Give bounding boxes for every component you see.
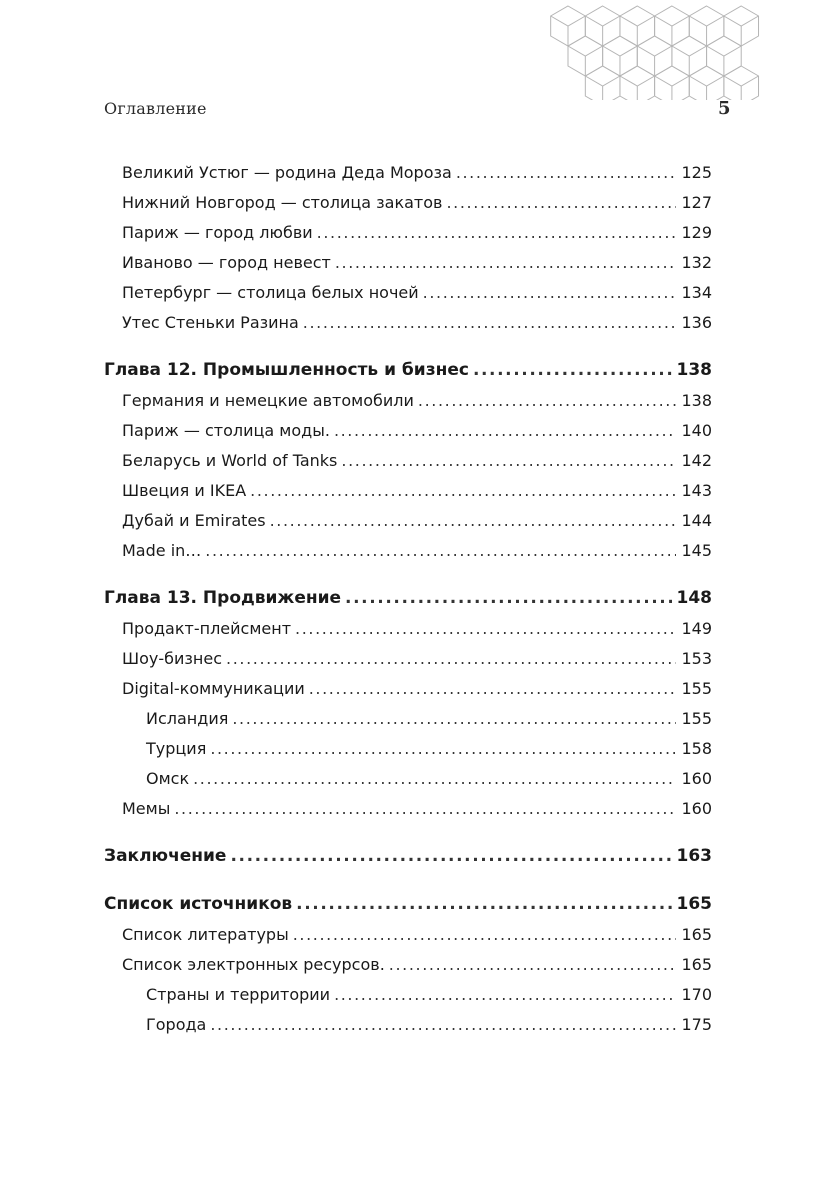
toc-item[interactable] (104, 794, 712, 824)
toc-page-number: 144 (681, 511, 712, 530)
toc-page-number: 155 (681, 679, 712, 698)
toc-page-number: 158 (681, 739, 712, 758)
toc-page-number: 138 (676, 360, 712, 380)
cube-edge (724, 16, 759, 26)
toc-dot-leader (193, 764, 676, 794)
toc-page-number: 140 (681, 421, 712, 440)
toc-title: Продакт-плейсмент (122, 619, 292, 638)
toc-dot-leader (210, 734, 676, 764)
toc-item[interactable] (104, 734, 712, 764)
isometric-cube-pattern (548, 0, 817, 100)
toc-chapter[interactable] (104, 354, 712, 386)
toc-item[interactable] (104, 644, 712, 674)
toc-title: Петербург — столица белых ночей (122, 283, 419, 302)
cube-edge (724, 76, 759, 86)
cube-edge (689, 76, 724, 86)
toc-dot-leader (270, 506, 677, 536)
toc-item[interactable] (104, 308, 712, 338)
toc-page-number: 153 (681, 649, 712, 668)
toc-dot-leader (230, 840, 671, 872)
toc-page-number: 155 (681, 709, 712, 728)
toc-title: Париж — город любви (122, 223, 313, 242)
toc-title: Список электронных ресурсов. (122, 955, 385, 974)
toc-title: Великий Устюг — родина Деда Мороза (122, 163, 452, 182)
toc-page-number: 175 (681, 1015, 712, 1034)
toc-dot-leader (423, 278, 677, 308)
toc-page-number: 145 (681, 541, 712, 560)
toc-page-number: 138 (681, 391, 712, 410)
toc-chapter[interactable] (104, 582, 712, 614)
toc-dot-leader (446, 188, 676, 218)
toc-page-number: 142 (681, 451, 712, 470)
toc-item[interactable] (104, 278, 712, 308)
toc-item[interactable] (104, 614, 712, 644)
toc-dot-leader (174, 794, 676, 824)
cube-edge (568, 46, 603, 56)
toc-item[interactable] (104, 704, 712, 734)
toc-item[interactable] (104, 950, 712, 980)
toc-dot-leader (232, 704, 676, 734)
toc-item[interactable] (104, 506, 712, 536)
toc-title: Страны и территории (146, 985, 331, 1004)
cube-edge (551, 16, 586, 26)
toc-item[interactable] (104, 188, 712, 218)
cube-edge (689, 16, 724, 26)
cube-edge (603, 46, 638, 56)
toc-dot-leader (205, 536, 676, 566)
toc-dot-leader (210, 1010, 676, 1040)
toc-title: Города (146, 1015, 207, 1034)
toc-dot-leader (293, 920, 677, 950)
toc-page-number: 163 (676, 846, 712, 866)
toc-page-number: 148 (676, 588, 712, 608)
toc-page-number: 165 (681, 925, 712, 944)
toc-page-number: 160 (681, 769, 712, 788)
toc-title: Дубай и Emirates (122, 511, 266, 530)
toc-page-number: 136 (681, 313, 712, 332)
toc-page-number: 149 (681, 619, 712, 638)
toc-title: Швеция и IKEA (122, 481, 247, 500)
cube-edge (672, 46, 707, 56)
toc-dot-leader (226, 644, 676, 674)
toc-title: Список источников (104, 894, 293, 914)
toc-title: Digital-коммуникации (122, 679, 305, 698)
toc-dot-leader (345, 582, 671, 614)
toc-title: Германия и немецкие автомобили (122, 391, 414, 410)
toc-item[interactable] (104, 416, 712, 446)
cube-edge (585, 76, 620, 86)
cube-edge (637, 46, 672, 56)
toc-item[interactable] (104, 536, 712, 566)
toc-item[interactable] (104, 446, 712, 476)
toc-title: Иваново — город невест (122, 253, 331, 272)
toc-title: Турция (146, 739, 207, 758)
cube-edge (620, 16, 655, 26)
toc-item[interactable] (104, 674, 712, 704)
toc-item[interactable] (104, 920, 712, 950)
toc-dot-leader (389, 950, 677, 980)
toc-chapter[interactable] (104, 840, 712, 872)
toc-page-number: 127 (681, 193, 712, 212)
toc-title: Мемы (122, 799, 171, 818)
toc-item[interactable] (104, 218, 712, 248)
cube-edge (655, 16, 690, 26)
toc-dot-leader (303, 308, 677, 338)
toc-item[interactable] (104, 764, 712, 794)
toc-title: Глава 13. Продвижение (104, 588, 342, 608)
page-number: 5 (718, 98, 731, 119)
toc-item[interactable] (104, 248, 712, 278)
toc-page-number: 132 (681, 253, 712, 272)
toc-title: Made in… (122, 541, 202, 560)
toc-item[interactable] (104, 158, 712, 188)
toc-dot-leader (317, 218, 677, 248)
toc-title: Глава 12. Промышленность и бизнес (104, 360, 469, 380)
toc-title: Омск (146, 769, 190, 788)
toc-dot-leader (473, 354, 672, 386)
toc-title: Нижний Новгород — столица закатов (122, 193, 443, 212)
toc-page-number: 134 (681, 283, 712, 302)
toc-chapter[interactable] (104, 888, 712, 920)
toc-item[interactable] (104, 476, 712, 506)
cube-edge (620, 76, 655, 86)
toc-dot-leader (309, 674, 677, 704)
cube-edge (585, 16, 620, 26)
cube-edge (655, 76, 690, 86)
toc-item[interactable] (104, 386, 712, 416)
toc-dot-leader (250, 476, 676, 506)
toc-dot-leader (456, 158, 677, 188)
toc-title: Утес Стеньки Разина (122, 313, 299, 332)
toc-title: Исландия (146, 709, 229, 728)
toc-page-number: 170 (681, 985, 712, 1004)
running-head: Оглавление (104, 99, 207, 118)
toc-title: Париж — столица моды. (122, 421, 330, 440)
toc-page-number: 129 (681, 223, 712, 242)
toc-page-number: 165 (681, 955, 712, 974)
toc-dot-leader (295, 614, 676, 644)
toc-title: Список литературы (122, 925, 289, 944)
toc-page-number: 165 (676, 894, 712, 914)
toc-dot-leader (334, 980, 676, 1010)
toc-dot-leader (334, 416, 677, 446)
cube-edge (707, 46, 742, 56)
toc-page-number: 143 (681, 481, 712, 500)
toc-title: Шоу-бизнес (122, 649, 223, 668)
toc-item[interactable] (104, 1010, 712, 1040)
toc-title: Беларусь и World of Tanks (122, 451, 338, 470)
toc-dot-leader (335, 248, 677, 278)
toc-item[interactable] (104, 980, 712, 1010)
toc-title: Заключение (104, 846, 227, 866)
toc-page-number: 160 (681, 799, 712, 818)
toc-dot-leader (341, 446, 676, 476)
toc-dot-leader (296, 888, 671, 920)
toc-page-number: 125 (681, 163, 712, 182)
toc-dot-leader (418, 386, 677, 416)
table-of-contents (104, 158, 712, 1040)
